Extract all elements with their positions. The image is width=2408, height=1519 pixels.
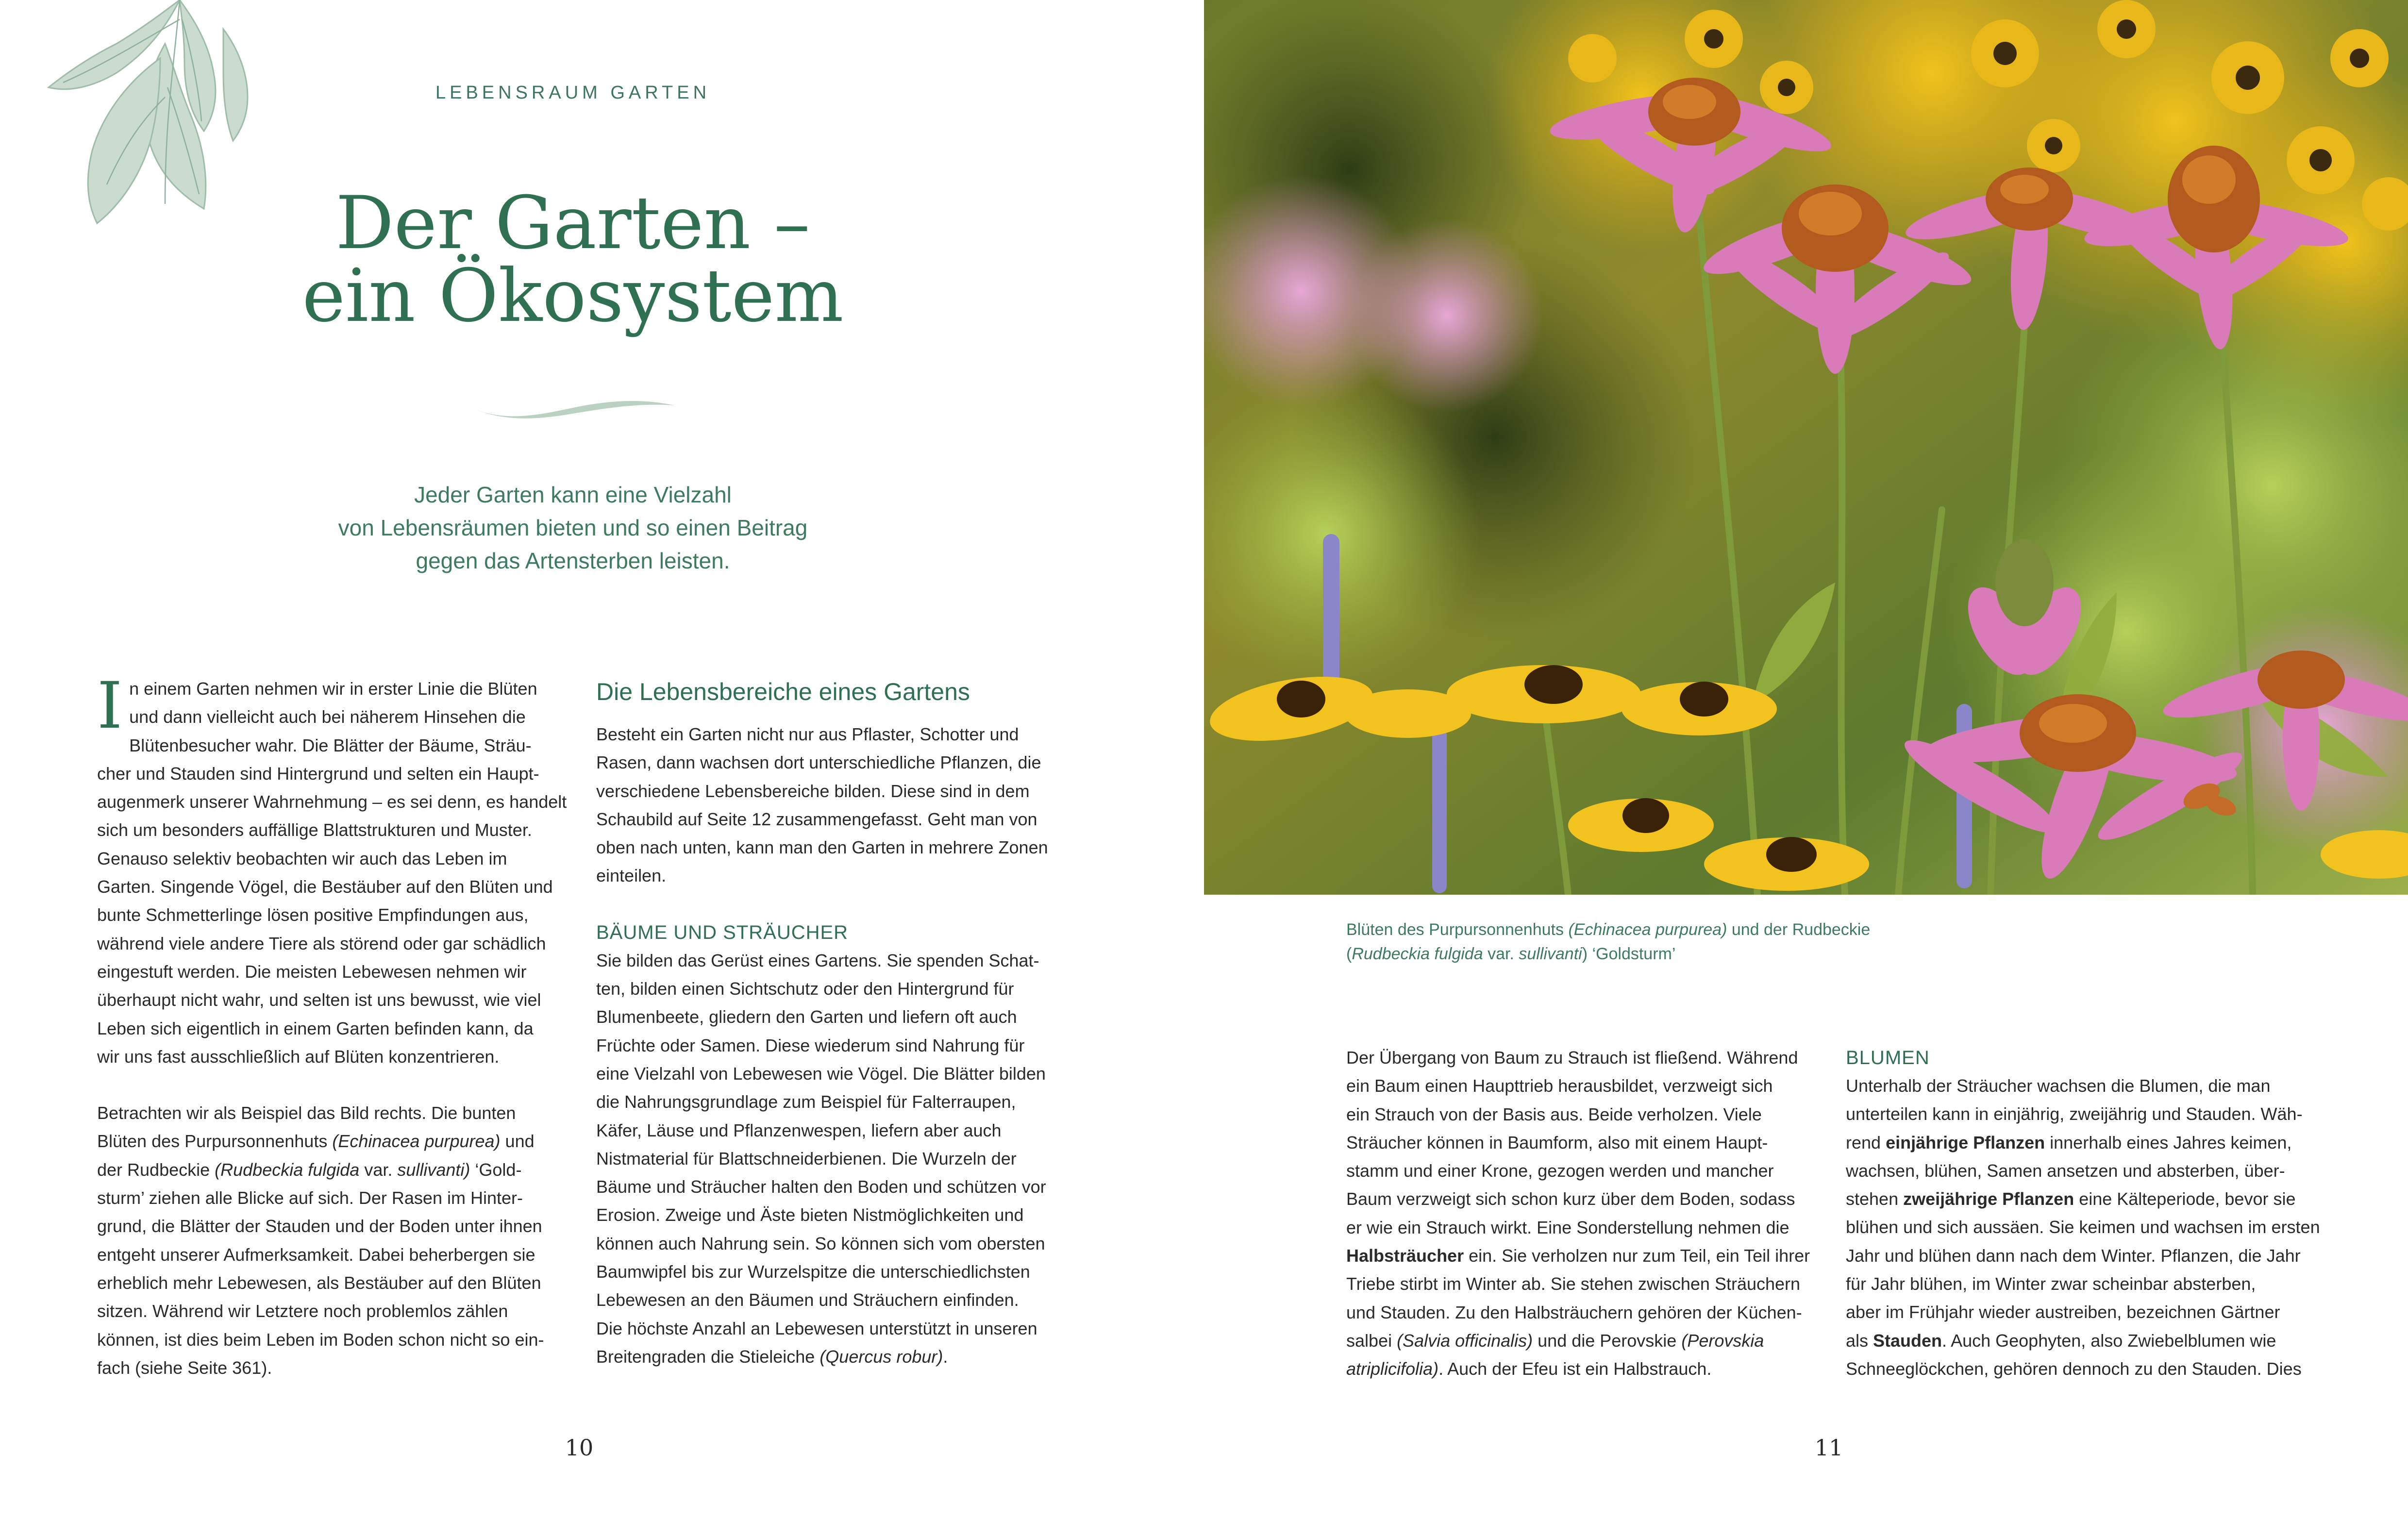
species-name: (Salvia officinalis): [1397, 1330, 1533, 1351]
text-line: aber im Frühjahr wieder austreiben, bezeichnen Gärtner: [1846, 1302, 2280, 1322]
text-line: Jahr und blühen dann nach dem Winter. Pflanzen, die Jahr: [1846, 1245, 2301, 1266]
text-line: wir uns fast ausschließlich auf Blüten konzentrieren.: [97, 1046, 500, 1067]
text-line: Betrachten wir als Beispiel das Bild rechts. Die bunten: [97, 1103, 516, 1123]
text-line: [1346, 1355, 1817, 1383]
text-run: eine Kälteperiode, bevor sie: [2074, 1189, 2296, 1209]
drop-cap: I: [97, 668, 123, 743]
paragraph: [1846, 1072, 2320, 1383]
body-column-2: [596, 675, 1062, 1371]
text-line: stamm und einer Krone, gezogen werden und mancher: [1346, 1161, 1774, 1181]
text-line: blühen und sich aussäen. Sie keimen und wachsen im ersten: [1846, 1217, 2320, 1237]
text-line: eingestuft werden. Die meisten Lebewesen nehmen wir: [97, 961, 527, 982]
text-line: Blütenbesucher wahr. Die Blätter der Bäume, Sträu-: [129, 735, 532, 755]
text-line: Sie bilden das Gerüst eines Gartens. Sie spenden Schat-: [596, 950, 1039, 970]
text-line: für Jahr blühen, im Winter zwar scheinbar absterben,: [1846, 1274, 2256, 1294]
text-line: und Stauden. Zu den Halbsträuchern gehören der Küchen-: [1346, 1302, 1802, 1322]
title-line-2: ein Ökosystem: [302, 254, 844, 338]
text-run: ein. Sie verholzen nur zum Teil, ein Teil ihrer: [1464, 1246, 1810, 1266]
text-line: fach (siehe Seite 361).: [97, 1357, 272, 1378]
paragraph: [596, 947, 1062, 1371]
text-line: cher und Stauden sind Hintergrund und selten ein Haupt-: [97, 763, 539, 784]
body-column-3: [1346, 1044, 1817, 1384]
text-line: Besteht ein Garten nicht nur aus Pflaster, Schotter und: [596, 724, 1019, 744]
text-line: [1346, 1327, 1817, 1355]
subheading-flowers: BLUMEN: [1846, 1047, 1930, 1068]
text-line: Garten. Singende Vögel, die Bestäuber auf den Blüten und: [97, 877, 553, 897]
text-line: einteilen.: [596, 866, 667, 886]
text-line: Leben sich eigentlich in einem Garten befinden kann, da: [97, 1018, 534, 1038]
text-line: und dann vielleicht auch bei näherem Hinsehen die: [129, 707, 526, 727]
text-line: n einem Garten nehmen wir in erster Linie die Blüten: [129, 679, 537, 699]
text-line: ten, bilden einen Sichtschutz oder den Hintergrund für: [596, 979, 1014, 999]
text-run: und: [500, 1131, 535, 1152]
species-name: Rudbeckia fulgida: [1352, 945, 1483, 963]
paragraph: [1346, 1044, 1817, 1384]
intro-paragraph: [97, 668, 567, 1071]
subheading-trees-shrubs: BÄUME UND STRÄUCHER: [596, 921, 849, 943]
caption-line: [1346, 942, 2123, 966]
text-line: er wie ein Strauch wirkt. Eine Sonderstellung nehmen die: [1346, 1217, 1789, 1237]
text-line: wachsen, blühen, Samen ansetzen und absterben, über-: [1846, 1160, 2285, 1181]
body-column-1: [97, 668, 567, 1382]
text-line: sturm’ ziehen alle Blicke auf sich. Der Rasen im Hinter-: [97, 1188, 523, 1208]
text-line: sitzen. Während wir Letztere noch problemlos zählen: [97, 1301, 508, 1321]
text-line: eine Vielzahl von Lebewesen wie Vögel. Die Blätter bilden: [596, 1063, 1046, 1084]
text-line: unterteilen kann in einjährig, zweijährig und Stauden. Wäh-: [1846, 1104, 2303, 1124]
species-name: (Rudbeckia fulgida: [215, 1159, 360, 1180]
text-line: Sträucher können in Baumform, also mit einem Haupt-: [1346, 1132, 1768, 1152]
text-line: Genauso selektiv beobachten wir auch das Leben im: [97, 848, 507, 868]
species-name: (Perovskia: [1681, 1330, 1764, 1351]
text-run: salbei: [1346, 1330, 1397, 1351]
text-line: verschiedene Lebensbereiche bilden. Diese sind in dem: [596, 781, 1030, 801]
text-line: [97, 1127, 563, 1155]
text-run: rend: [1846, 1132, 1886, 1152]
paragraph: [596, 720, 1062, 890]
page-number-right: 11: [1814, 1435, 1843, 1461]
text-line: sich um besonders auffällige Blattstrukturen und Muster.: [97, 820, 532, 840]
text-line: ein Strauch von der Basis aus. Beide verholzen. Viele: [1346, 1104, 1762, 1124]
text-run: der Rudbeckie: [97, 1159, 215, 1180]
text-line: ein Baum einen Haupttrieb herausbildet, verzweigt sich: [1346, 1076, 1773, 1096]
coneflower-photo: [1204, 0, 2408, 895]
text-line: Schneeglöckchen, gehören dennoch zu den Stauden. Dies: [1846, 1358, 2302, 1379]
section-heading: Die Lebensbereiche eines Gartens: [596, 678, 970, 705]
wave-divider-icon: [466, 388, 680, 432]
species-name: sullivanti: [1519, 945, 1582, 963]
text-line: erheblich mehr Lebewesen, als Bestäuber auf den Blüten: [97, 1272, 541, 1293]
text-line: können, ist dies beim Leben im Boden schon nicht so ein-: [97, 1329, 544, 1350]
text-run: stehen: [1846, 1189, 1904, 1209]
species-name: sullivanti): [397, 1159, 470, 1180]
text-line: [1846, 1185, 2317, 1213]
text-line: Triebe stirbt im Winter ab. Sie stehen zwischen Sträuchern: [1346, 1274, 1801, 1294]
section-kicker: LEBENSRAUM GARTEN: [435, 83, 711, 103]
lead-line: Jeder Garten kann eine Vielzahl: [414, 482, 732, 507]
text-line: entgeht unserer Aufmerksamkeit. Dabei beherbergen sie: [97, 1244, 535, 1265]
text-run: als: [1846, 1330, 1873, 1351]
text-line: grund, die Blätter der Stauden und der Boden unter ihnen: [97, 1216, 542, 1236]
text-line: Rasen, dann wachsen dort unterschiedliche Pflanzen, die: [596, 752, 1041, 773]
text-line: Baumwipfel bis zur Wurzelspitze die unterschiedlichsten: [596, 1262, 1030, 1282]
text-run: (: [1346, 945, 1352, 963]
text-line: Baum verzweigt sich schon kurz über dem Boden, sodass: [1346, 1189, 1795, 1209]
caption-line: [1346, 918, 2123, 942]
term-highlight: Stauden: [1873, 1330, 1942, 1351]
text-line: Blumenbeete, gliedern den Garten und liefern oft auch: [596, 1007, 1017, 1027]
text-line: [97, 1156, 563, 1184]
text-line: [1846, 1129, 2317, 1157]
text-run: Breitengraden die Stieleiche: [596, 1346, 820, 1367]
text-run: innerhalb eines Jahres keimen,: [2045, 1132, 2292, 1152]
text-line: Bäume und Sträucher halten den Boden und schützen vor: [596, 1177, 1046, 1197]
text-line: Schaubild auf Seite 12 zusammengefasst. Geht man von: [596, 809, 1037, 829]
text-line: oben nach unten, kann man den Garten in mehrere Zonen: [596, 837, 1048, 858]
lead-line: gegen das Artensterben leisten.: [416, 548, 730, 573]
text-line: Erosion. Zweige und Äste bieten Nistmöglichkeiten und: [596, 1205, 1024, 1225]
text-line: Nistmaterial für Blattschneiderbienen. Die Wurzeln der: [596, 1148, 1017, 1168]
lead-line: von Lebensräumen bieten und so einen Beitrag: [338, 515, 808, 540]
text-line: überhaupt nicht wahr, und selten ist uns bewusst, wie viel: [97, 990, 541, 1010]
text-run: Blüten des Purpursonnenhuts: [97, 1131, 333, 1152]
species-name: (Echinacea purpurea): [1568, 920, 1727, 939]
term-highlight: einjährige Pflanzen: [1886, 1132, 2045, 1152]
text-run: ) ‘Goldsturm’: [1582, 945, 1676, 963]
text-line: [596, 1343, 1062, 1371]
text-line: augenmerk unserer Wahrnehmung – es sei denn, es handelt: [97, 792, 567, 812]
species-name: (Echinacea purpurea): [332, 1131, 501, 1152]
text-line: Der Übergang von Baum zu Strauch ist fließend. Während: [1346, 1048, 1798, 1068]
title-line-1: Der Garten –: [335, 181, 810, 266]
text-line: während viele andere Tiere als störend oder gar schädlich: [97, 933, 546, 953]
body-column-4: [1846, 1044, 2320, 1383]
text-line: [1846, 1327, 2317, 1355]
text-line: Früchte oder Samen. Diese wiederum sind Nahrung für: [596, 1035, 1025, 1055]
text-line: bunte Schmetterlinge lösen positive Empfindungen aus,: [97, 905, 529, 925]
text-run: var.: [359, 1159, 398, 1180]
text-line: Lebewesen an den Bäumen und Sträuchern einfinden.: [596, 1290, 1019, 1310]
text-run: . Auch der Efeu ist ein Halbstrauch.: [1438, 1359, 1712, 1379]
text-line: die Nahrungsgrundlage zum Beispiel für Falterraupen,: [596, 1092, 1016, 1112]
text-run: . Auch Geophyten, also Zwiebelblumen wie: [1942, 1330, 2276, 1351]
text-line: Käfer, Läuse und Pflanzenwespen, liefern aber auch: [596, 1120, 1002, 1140]
text-run: und der Rudbeckie: [1727, 920, 1871, 939]
term-highlight: Halbsträucher: [1346, 1246, 1464, 1266]
text-run: Blüten des Purpursonnenhuts: [1346, 920, 1569, 939]
species-name: atriplicifolia): [1346, 1359, 1439, 1379]
term-highlight: zweijährige Pflanzen: [1903, 1189, 2074, 1209]
page-title: [233, 181, 913, 338]
species-name: (Quercus robur): [819, 1346, 943, 1367]
text-line: Unterhalb der Sträucher wachsen die Blumen, die man: [1846, 1076, 2271, 1096]
text-run: und die Perovskie: [1533, 1330, 1682, 1351]
page-number-left: 10: [565, 1435, 594, 1461]
text-line: [1346, 1242, 1817, 1270]
lead-text: [243, 478, 903, 577]
photo-caption: [1346, 918, 2123, 966]
text-run: .: [943, 1346, 948, 1367]
text-line: Die höchste Anzahl an Lebewesen unterstützt in unseren: [596, 1318, 1037, 1338]
text-run: ‘Gold-: [470, 1159, 522, 1180]
text-line: können auch Nahrung sein. So können sich vom obersten: [596, 1233, 1045, 1253]
text-run: var.: [1483, 945, 1519, 963]
example-paragraph: [97, 1099, 563, 1382]
